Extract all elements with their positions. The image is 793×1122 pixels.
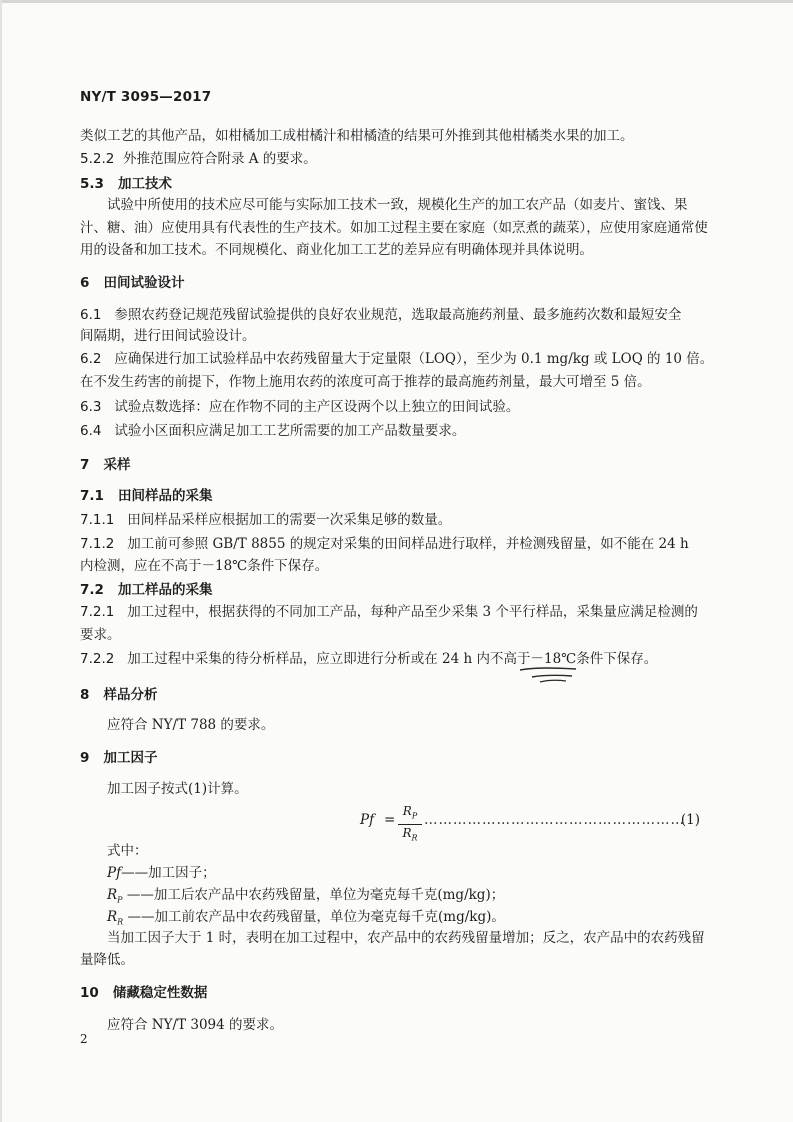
clause-number: 6.3	[80, 399, 102, 415]
heading-number: 5.3	[80, 176, 104, 192]
handwritten-underline-mark	[518, 664, 580, 686]
paragraph-line: 加工因子按式(1)计算。	[107, 781, 248, 797]
clause-text: 试验小区面积应满足加工工艺所需要的加工产品数量要求。	[114, 423, 466, 439]
paragraph-line: 汁、糖、油）应使用具有代表性的生产技术。如加工过程主要在家庭（如烹煮的蔬菜），应使用家庭通常使	[80, 220, 708, 236]
heading-number: 8	[80, 687, 90, 703]
heading-text: 田间样品的采集	[118, 488, 213, 504]
formula-fraction	[398, 804, 422, 846]
clause-6-1	[80, 306, 720, 324]
heading-number: 7.2	[80, 582, 104, 598]
clause-number: 5.2.2	[80, 151, 115, 167]
paragraph-line: 用的设备和加工技术。不同规模化、商业化加工工艺的差异应有明确体现并具体说明。	[80, 242, 593, 258]
paragraph-line: 应符合 NY/T 3094 的要求。	[107, 1017, 284, 1033]
formula-1	[360, 804, 700, 843]
scan-edge-left	[0, 0, 2, 1122]
formula-equals: =	[384, 812, 396, 828]
paragraph-line: 间隔期，进行田间试验设计。	[80, 328, 256, 344]
clause-7-2-1	[80, 603, 720, 621]
clause-text: 外推范围应符合附录 A 的要求。	[122, 151, 317, 167]
heading-text: 采样	[103, 457, 131, 473]
paragraph-line: 式中：	[107, 843, 148, 859]
formula-number: (1)	[680, 812, 700, 828]
clause-number: 7.2.1	[80, 604, 115, 620]
clause-number: 7.2.2	[80, 651, 115, 667]
paragraph-line: 试验中所使用的技术应尽可能与实际加工技术一致，规模化生产的加工农产品（如麦片、蜜饯、果	[107, 197, 688, 213]
heading-5-3	[80, 175, 720, 193]
symbol: $R_P$	[107, 887, 123, 905]
definition-text: ——加工因子；	[121, 865, 216, 881]
paragraph-line: 类似工艺的其他产品，如柑橘加工成柑橘汁和柑橘渣的结果可外推到其他柑橘类水果的加工。	[80, 128, 634, 144]
clause-text: 田间样品采样应根据加工的需要一次采集足够的数量。	[127, 512, 452, 528]
page-number: 2	[80, 1032, 88, 1046]
clause-7-1-2	[80, 535, 720, 553]
heading-number: 7.1	[80, 488, 104, 504]
heading-text: 加工技术	[118, 176, 173, 192]
clause-6-4	[80, 422, 720, 440]
clause-text: 加工过程中采集的待分析样品，应立即进行分析或在 24 h 内不高于－18℃条件下保存。	[127, 651, 658, 667]
clause-text: 加工过程中，根据获得的不同加工产品，每种产品至少采集 3 个平行样品，采集量应满足检测的	[127, 604, 698, 620]
clause-5-2-2	[80, 150, 720, 168]
heading-text: 储藏稳定性数据	[112, 985, 208, 1001]
heading-8	[80, 686, 720, 704]
clause-text: 加工前可参照 GB/T 8855 的规定对采集的田间样品进行取样，并检测残留量，如不能在 24 h	[127, 536, 689, 552]
formula-leader-dots: ………………………………………………	[424, 812, 685, 828]
heading-text: 加工因子	[103, 750, 158, 766]
heading-number: 7	[80, 457, 90, 473]
paragraph-line: 要求。	[80, 627, 121, 643]
clause-text: 应确保进行加工试验样品中农药残留量大于定量限（LOQ），至少为 0.1 mg/kg 或 LOQ 的 10 倍。	[114, 351, 714, 367]
clause-6-3	[80, 398, 720, 416]
heading-7-1	[80, 487, 720, 505]
clause-number: 6.1	[80, 307, 102, 323]
heading-7-2	[80, 581, 720, 599]
clause-7-1-1	[80, 511, 720, 529]
paragraph-line: 当加工因子大于 1 时，表明在加工过程中，农产品中的农药残留量增加；反之，农产品中的农药残留	[107, 930, 705, 946]
fraction-bar	[398, 824, 422, 825]
clause-text: 试验点数选择：应在作物不同的主产区设两个以上独立的田间试验。	[114, 399, 520, 415]
clause-number: 7.1.2	[80, 536, 115, 552]
symbol: $R_R$	[107, 909, 124, 927]
heading-text: 样品分析	[103, 687, 158, 703]
clause-number: 6.4	[80, 423, 102, 439]
heading-number: 9	[80, 750, 90, 766]
clause-text: 参照农药登记规范残留试验提供的良好农业规范，选取最高施药剂量、最多施药次数和最短安全	[114, 307, 682, 323]
paragraph-line: 量降低。	[80, 952, 134, 968]
paragraph-line: 内检测，应在不高于－18℃条件下保存。	[80, 558, 329, 574]
heading-6	[80, 274, 720, 292]
heading-9	[80, 749, 720, 767]
paragraph-line: 应符合 NY/T 788 的要求。	[107, 717, 275, 733]
symbol-definition-rp	[107, 886, 747, 910]
heading-text: 加工样品的采集	[118, 582, 213, 598]
symbol-definition-pf	[107, 864, 747, 882]
heading-number: 6	[80, 275, 90, 291]
clause-7-2-2	[80, 650, 720, 668]
paragraph-line: 在不发生药害的前提下，作物上施用农药的浓度可高于推荐的最高施药剂量，最大可增至 5 倍。	[80, 374, 651, 390]
heading-7	[80, 456, 720, 474]
scan-edge-top	[0, 0, 793, 3]
definition-text: ——加工前农产品中农药残留量，单位为毫克每千克(mg/kg)。	[127, 909, 505, 925]
heading-10	[80, 984, 720, 1002]
symbol: Pf	[107, 865, 122, 881]
formula-denominator: $R_R$	[402, 826, 418, 843]
formula-numerator: $R_P$	[402, 804, 418, 821]
heading-number: 10	[80, 985, 99, 1001]
clause-number: 6.2	[80, 351, 102, 367]
formula-lhs: Pf	[360, 812, 375, 828]
heading-text: 田间试验设计	[103, 275, 185, 291]
clause-6-2	[80, 350, 720, 368]
clause-number: 7.1.1	[80, 512, 115, 528]
definition-text: ——加工后农产品中农药残留量，单位为毫克每千克(mg/kg)；	[126, 887, 505, 903]
standard-header: NY/T 3095—2017	[80, 89, 212, 105]
